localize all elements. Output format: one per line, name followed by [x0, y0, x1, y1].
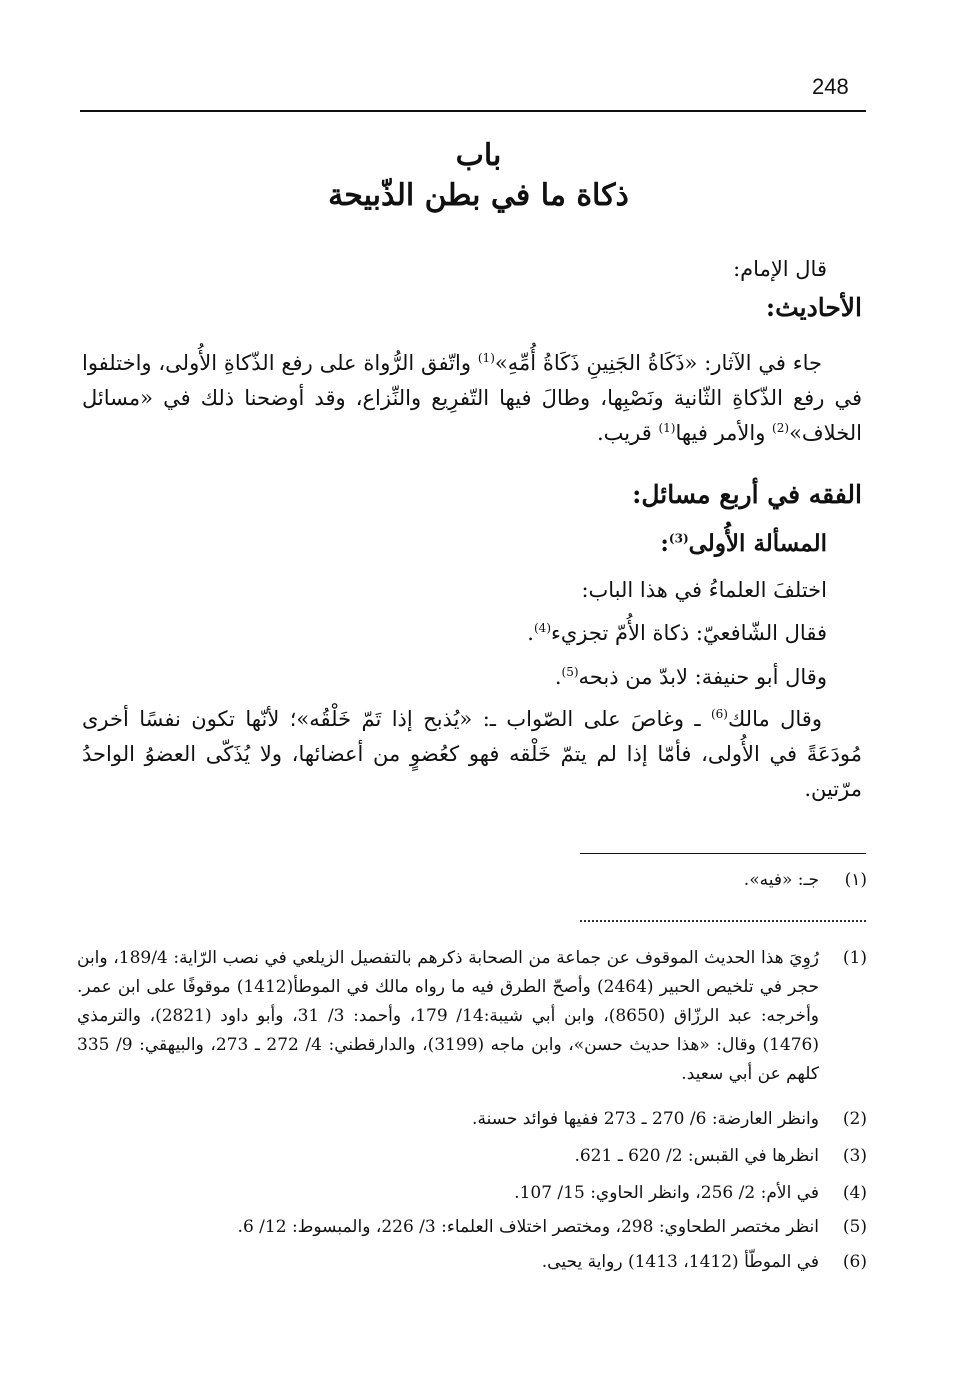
variant-notes-rule — [580, 853, 866, 854]
footnote-4-number: (4) — [842, 1183, 867, 1203]
hadith-heading: الأحاديث: — [765, 293, 862, 322]
footnote-ref-6: (6) — [710, 707, 728, 721]
footnote-5 — [77, 1213, 867, 1242]
hadith-text-3: والأمر فيها — [675, 421, 773, 445]
footnote-1-number: (1) — [842, 948, 867, 968]
footnote-ref-1: (1) — [477, 351, 495, 365]
malik-paragraph — [82, 702, 862, 807]
footnote-ref-2: (2) — [772, 421, 790, 435]
footnote-2-text: وانظر العارضة: 6/ 270 ـ 273 ففيها فوائد حسنة. — [472, 1109, 819, 1129]
footnote-5-text: انظر مختصر الطحاوي: 298، ومختصر اختلاف العلماء: 3/ 226، والمبسوط: 12/ 6. — [237, 1217, 819, 1237]
issue-1-title: المسألة الأُولى — [688, 530, 827, 557]
footnote-6 — [77, 1248, 867, 1277]
fiqh-heading: الفقه في أربع مسائل: — [632, 480, 862, 509]
malik-text-2: ـ وغاصَ على الصّواب ـ: «يُذبح إذا تَمّ خَلْقُه»؛ لأنّها تكون نفسًا أخرى مُودَعَةً في الأُولى، فأمّا إذا لم يتمّ خَلْقه فهو كعُضوٍ من أعضائها، ولا يُذَكّى العضوُ الواحدُ مرّتين. — [82, 707, 862, 801]
shafii-line — [47, 616, 827, 650]
hadith-text-2: واتّفق الرُّواة على رفع الذّكاةِ الأُولى، واختلفوا في رفع الذّكاةِ الثّانية ونَصْبِها، وطالَ فيها التّفرِيع والنِّزاع، وقد أوضحنا ذلك في «مسائل الخلاف» — [82, 351, 862, 445]
intro-line: قال الإمام: — [733, 257, 827, 281]
footnotes-dotted-rule — [580, 920, 866, 922]
variant-note-text: جـ: «فيه». — [743, 870, 819, 890]
header-rule — [80, 110, 866, 112]
malik-text-1: وقال مالك — [727, 707, 822, 731]
shafii-text: فقال الشّافعيّ: ذكاة الأُمّ تجزيء — [551, 621, 827, 645]
footnote-2 — [77, 1105, 867, 1134]
footnote-6-text: في الموطّأ (1412، 1413) رواية يحيى. — [541, 1252, 819, 1272]
abu-hanifa-text: وقال أبو حنيفة: لابدّ من ذبحه — [578, 665, 827, 689]
footnote-2-number: (2) — [842, 1109, 867, 1129]
chapter-title: ذكاة ما في بطن الذّبيحة — [328, 178, 629, 213]
variant-note — [77, 866, 867, 895]
shafii-dot: . — [527, 621, 534, 645]
footnote-4-text: في الأم: 2/ 256، وانظر الحاوي: 15/ 107. — [514, 1183, 819, 1203]
hadith-text-1: جاء في الآثار: «ذَكَاةُ الجَنِينِ ذَكَاةُ أُمِّهِ» — [494, 351, 822, 375]
footnote-5-number: (5) — [842, 1217, 867, 1237]
footnote-4 — [77, 1179, 867, 1208]
footnote-3 — [77, 1142, 867, 1171]
footnote-ref-3: (3) — [668, 531, 689, 546]
footnote-ref-5: (5) — [561, 665, 579, 679]
footnote-1-text: رُوِيَ هذا الحديث الموقوف عن جماعة من الصحابة ذكرهم بالتفصيل الزيلعي في نصب الرّاية: 189/4، وابن حجر في تلخيص الحبير (2464) وأصحّ الطرق فيه ما رواه مالك في الموطأ(1412) موقوفًا على ابن عمر. وأخرجه: عبد الرزّاق (8650)، وابن أبي شيبة:14/ 179، وأحمد: 3/ 31، وأبو داود (2821)، والترمذي (1476) وقال: «هذا حديث حسن»، وابن ماجه (3199)، والدارقطني: 4/ 272 ـ 273، والبيهقي: 9/ 335 كلهم عن أبي سعيد. — [77, 948, 819, 1084]
chapter-label: باب — [455, 138, 502, 173]
footnote-6-number: (6) — [842, 1252, 867, 1272]
abu-hanifa-dot: . — [554, 665, 562, 689]
footnote-ref-4: (4) — [533, 621, 551, 635]
footnote-3-text: انظرها في القبس: 2/ 620 ـ 621. — [574, 1146, 819, 1166]
footnote-3-number: (3) — [842, 1146, 867, 1166]
hadith-paragraph — [82, 346, 862, 451]
variant-ref-1: (1) — [658, 421, 676, 435]
hadith-text-4: قريب. — [596, 421, 659, 445]
issue-1-colon: : — [660, 530, 669, 557]
variant-note-number: (١) — [844, 870, 867, 890]
footnote-1 — [77, 944, 867, 1089]
page-number: 248 — [812, 74, 849, 99]
differ-line: اختلفَ العلماءُ في هذا الباب: — [581, 578, 827, 602]
issue-1-heading — [47, 530, 827, 557]
abu-hanifa-line — [47, 660, 827, 694]
